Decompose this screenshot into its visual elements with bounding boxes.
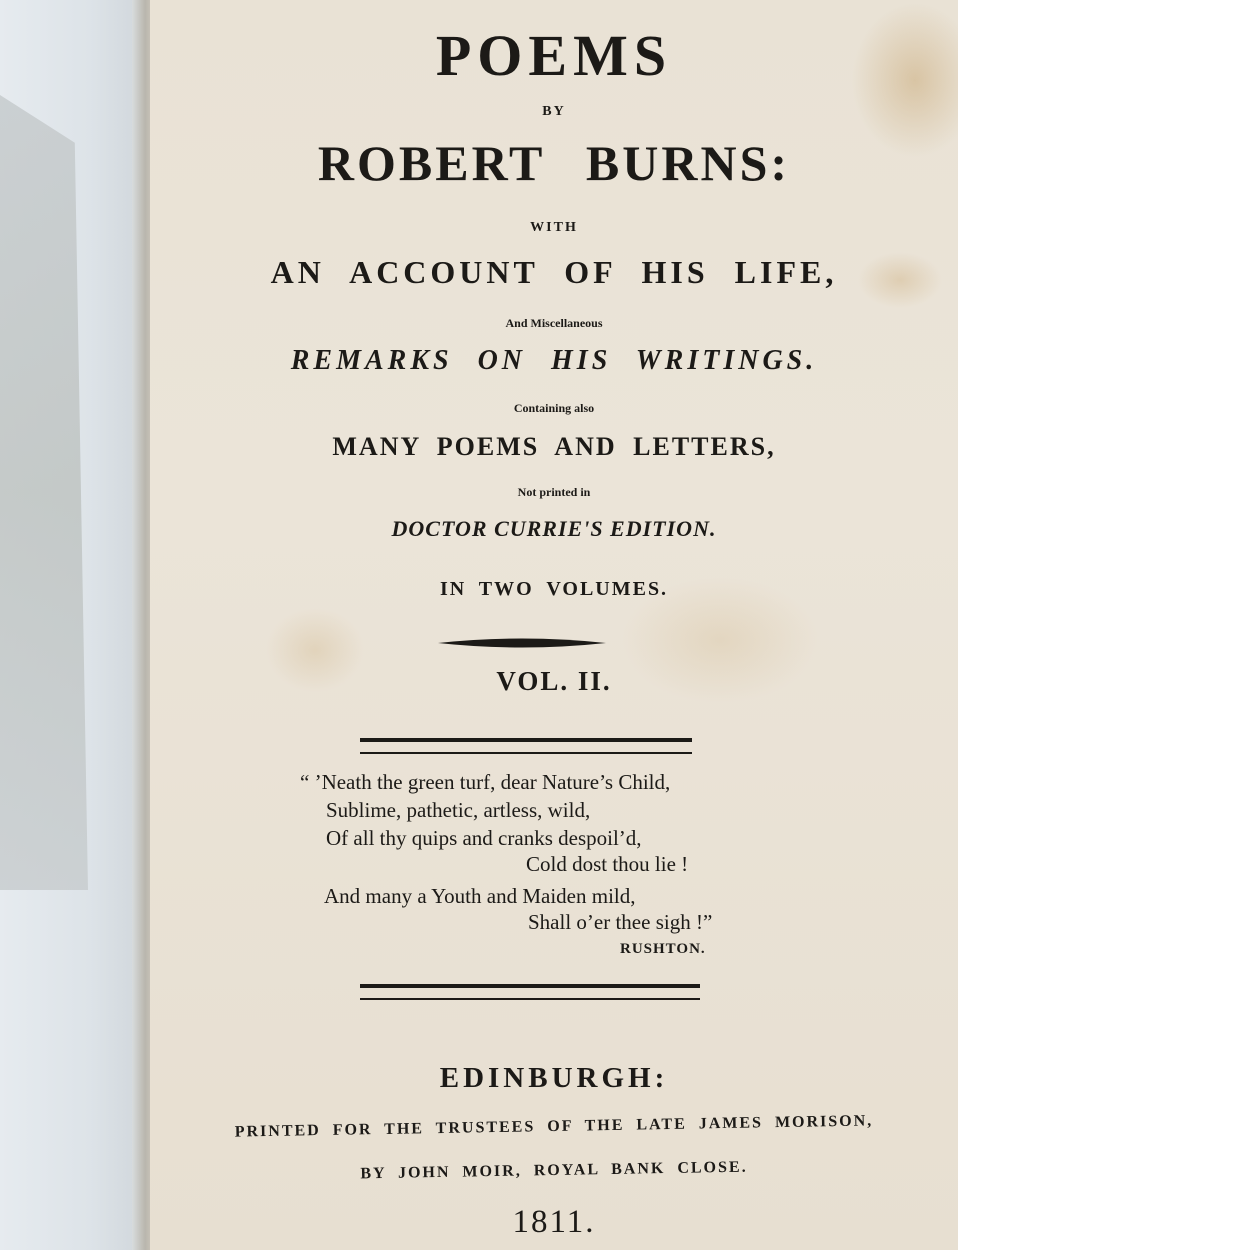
epigraph-line: And many a Youth and Maiden mild,: [324, 884, 636, 908]
imprint-city: EDINBURGH:: [439, 1062, 669, 1094]
by-line: BY: [542, 104, 566, 119]
misc-line: And Miscellaneous: [505, 316, 603, 330]
title-page: [150, 0, 958, 1250]
double-rule-bottom: [360, 984, 700, 1000]
containing-line: Containing also: [513, 401, 595, 415]
facing-plate: [0, 95, 88, 890]
epigraph-line: Shall o’er thee sigh !”: [528, 910, 713, 934]
with-line: WITH: [530, 220, 578, 235]
background-margin: [958, 0, 1250, 1250]
not-printed-line: Not printed in: [517, 485, 591, 499]
book-title: POEMS: [435, 23, 673, 88]
many-poems-line: MANY POEMS AND LETTERS,: [332, 432, 776, 461]
epigraph-attribution: RUSHTON.: [620, 941, 706, 957]
volumes-line: IN TWO VOLUMES.: [439, 578, 669, 600]
epigraph-line: “ ’Neath the green turf, dear Nature’s Child,: [300, 770, 671, 794]
epigraph-line: Of all thy quips and cranks despoil’d,: [326, 826, 642, 850]
double-rule-top: [360, 738, 692, 754]
account-line: AN ACCOUNT OF HIS LIFE,: [270, 254, 838, 290]
volume-number: VOL. II.: [496, 666, 612, 696]
edition-line: DOCTOR CURRIE'S EDITION.: [391, 516, 717, 541]
epigraph-line: Cold dost thou lie !: [526, 852, 689, 876]
author-name: ROBERT BURNS:: [317, 135, 791, 191]
remarks-line: REMARKS ON HIS WRITINGS.: [290, 345, 818, 376]
imprint-printer: BY JOHN MOIR, ROYAL BANK CLOSE.: [360, 1158, 748, 1183]
epigraph-line: Sublime, pathetic, artless, wild,: [326, 798, 591, 822]
imprint-publisher: PRINTED FOR THE TRUSTEES OF THE LATE JAMES MORISON,: [234, 1112, 874, 1141]
swelled-rule: [438, 636, 606, 650]
imprint-year: 1811.: [512, 1204, 596, 1240]
facing-page: [0, 0, 150, 1250]
